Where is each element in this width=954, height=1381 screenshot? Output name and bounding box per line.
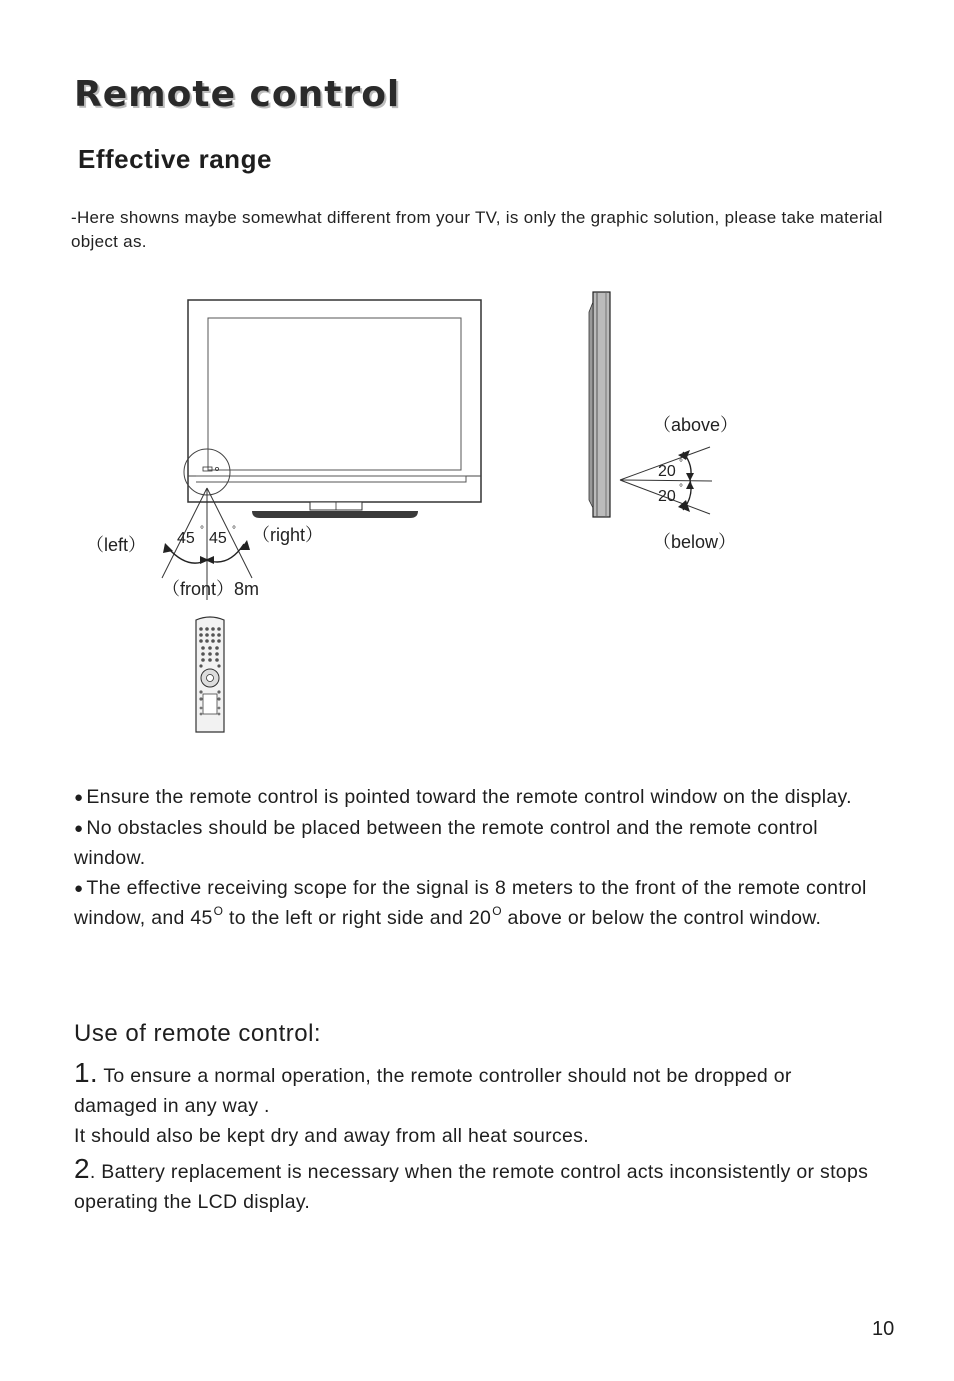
bullet-text: above or below the control window.	[501, 907, 822, 929]
degree-mark: °	[232, 525, 236, 536]
bullet-item	[74, 814, 874, 874]
note-text: -Here showns maybe somewhat different from your TV, is only the graphic solution, please take material object as.	[71, 208, 883, 251]
use-heading: Use of remote control:	[74, 1020, 322, 1047]
degree-mark: °	[679, 458, 683, 469]
step-number: 1.	[74, 1057, 98, 1088]
above-label: （above）	[653, 415, 739, 435]
page-title: Remote control	[74, 74, 401, 115]
angle-above-label: 20	[658, 463, 676, 480]
bullet-dot-icon: ●	[74, 819, 84, 837]
bullet-dot-icon: ●	[74, 789, 84, 806]
page-number: 10	[872, 1318, 895, 1340]
bullet-list	[74, 783, 874, 936]
effective-range-diagram	[0, 270, 954, 750]
bullet-text: The effective receiving scope for the signal is 8 meters to the front of the remote control window, and 45	[74, 876, 867, 929]
bullet-dot-icon: ●	[74, 879, 84, 897]
bullet-text: Ensure the remote control is pointed toward the remote control window on the display.	[86, 786, 852, 808]
degree-mark: °	[679, 483, 683, 494]
angle-right-label: 45	[209, 530, 227, 547]
step-number: 2	[74, 1153, 90, 1184]
degree-symbol: O	[213, 904, 224, 918]
angle-left-label: 45	[177, 530, 195, 547]
step-extra: It should also be kept dry and away from all heat sources.	[74, 1125, 589, 1147]
bullet-text: No obstacles should be placed between the remote control and the remote control window.	[74, 816, 818, 869]
degree-mark: °	[200, 525, 204, 536]
bullet-text: to the left or right side and 20	[223, 907, 492, 929]
left-label: （left）	[86, 535, 147, 555]
below-label: （below）	[653, 532, 737, 552]
step-item	[74, 1154, 874, 1217]
bullet-item	[74, 783, 874, 814]
degree-symbol: O	[492, 904, 502, 918]
angle-below-label: 20	[658, 488, 676, 505]
section-title: Effective range	[78, 144, 272, 174]
steps-list	[74, 1058, 874, 1217]
step-text: To ensure a normal operation, the remote controller should not be dropped or damaged in any way .	[74, 1065, 792, 1117]
remote-control-illustration	[196, 617, 224, 732]
step-item	[74, 1058, 874, 1121]
tv-front-illustration	[184, 300, 481, 518]
right-label: （right）	[252, 525, 324, 545]
step-text: . Battery replacement is necessary when the remote control acts inconsistently or stops operating the LCD display.	[74, 1161, 869, 1213]
tv-side-illustration	[589, 292, 610, 517]
front-distance-label: （front）8m	[162, 579, 260, 599]
bullet-item	[74, 874, 874, 936]
